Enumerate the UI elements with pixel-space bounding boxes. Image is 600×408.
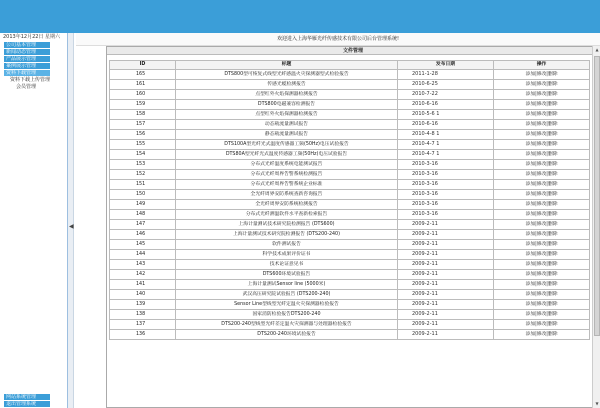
panel-title: 文件管理: [107, 47, 599, 55]
table-row: [110, 110, 590, 120]
menu-site-system[interactable]: 网站系统管理: [4, 394, 50, 401]
row-title: 武汉高压研究院试验报告 (DTS200-240): [176, 290, 398, 300]
row-title: 技术论证意见书: [176, 260, 398, 270]
row-date: 2009-2-11: [398, 220, 494, 230]
row-title: 分布式光纤温度系统电能测试报告: [176, 160, 398, 170]
row-id: 165: [110, 70, 176, 80]
current-date: 2013年12月22日 星期六: [3, 34, 61, 40]
table-header-row: [110, 61, 590, 70]
table-row: [110, 80, 590, 90]
col-header-date: 发布日期: [398, 61, 494, 70]
row-id: 156: [110, 130, 176, 140]
row-id: 159: [110, 100, 176, 110]
row-title: DTS80A型光纤光式温度传感器工频(50Hz)电压试验报告: [176, 150, 398, 160]
table-row: [110, 190, 590, 200]
row-title: DTS800电磁兼容检测报告: [176, 100, 398, 110]
scroll-up-icon[interactable]: ▲: [595, 47, 599, 52]
menu-downloads[interactable]: 资料下载管理: [4, 70, 50, 77]
row-id: 149: [110, 200, 176, 210]
menu-products[interactable]: 产品展示管理: [4, 56, 50, 63]
row-id: 154: [110, 150, 176, 160]
row-date: 2010-6-16: [398, 120, 494, 130]
scroll-thumb[interactable]: [594, 56, 600, 336]
row-actions[interactable]: 添加|修改|删除: [494, 100, 590, 110]
row-actions[interactable]: 添加|修改|删除: [494, 190, 590, 200]
row-date: 2009-2-11: [398, 230, 494, 240]
row-id: 138: [110, 310, 176, 320]
row-actions[interactable]: 添加|修改|删除: [494, 270, 590, 280]
row-actions[interactable]: 添加|修改|删除: [494, 70, 590, 80]
row-date: 2009-2-11: [398, 250, 494, 260]
table-row: [110, 130, 590, 140]
row-date: 2009-2-11: [398, 290, 494, 300]
row-id: 161: [110, 80, 176, 90]
row-id: 155: [110, 140, 176, 150]
row-actions[interactable]: 添加|修改|删除: [494, 250, 590, 260]
vertical-scrollbar[interactable]: [592, 46, 600, 408]
row-date: 2009-2-11: [398, 260, 494, 270]
submenu-upload[interactable]: 资料下载上传管理: [10, 77, 51, 83]
table-row: [110, 140, 590, 150]
row-id: 141: [110, 280, 176, 290]
row-actions[interactable]: 添加|修改|删除: [494, 220, 590, 230]
row-date: 2010-3-16: [398, 190, 494, 200]
table-row: [110, 330, 590, 340]
table-row: [110, 210, 590, 220]
row-actions[interactable]: 添加|修改|删除: [494, 290, 590, 300]
row-actions[interactable]: 添加|修改|删除: [494, 260, 590, 270]
row-date: 2009-2-11: [398, 300, 494, 310]
row-id: 160: [110, 90, 176, 100]
table-row: [110, 270, 590, 280]
row-id: 137: [110, 320, 176, 330]
row-actions[interactable]: 添加|修改|删除: [494, 120, 590, 130]
row-id: 148: [110, 210, 176, 220]
row-title: DTS600环境试验报告: [176, 270, 398, 280]
row-date: 2009-2-11: [398, 310, 494, 320]
row-title: 静态载流量测试报告: [176, 130, 398, 140]
row-id: 136: [110, 330, 176, 340]
row-date: 2009-2-11: [398, 330, 494, 340]
row-id: 153: [110, 160, 176, 170]
col-header-id: ID: [110, 61, 176, 70]
row-title: Sensor Line型线型光纤定温火灾探测器检验报告: [176, 300, 398, 310]
table-row: [110, 280, 590, 290]
row-actions[interactable]: 添加|修改|删除: [494, 210, 590, 220]
col-header-title: 标题: [176, 61, 398, 70]
menu-company-basic[interactable]: 公司基本管理: [4, 42, 50, 49]
row-date: 2010-3-16: [398, 200, 494, 210]
row-actions[interactable]: 添加|修改|删除: [494, 160, 590, 170]
collapse-arrow-icon[interactable]: ◀: [69, 223, 74, 230]
row-title: 分布式光纤周界告警系统检测报告: [176, 170, 398, 180]
row-title: 全光纤周界安防系统查新咨询报告: [176, 190, 398, 200]
main-content: [76, 33, 600, 408]
row-actions[interactable]: 添加|修改|删除: [494, 170, 590, 180]
top-banner: [0, 0, 600, 33]
row-actions[interactable]: 添加|修改|删除: [494, 90, 590, 100]
scroll-down-icon[interactable]: ▼: [595, 401, 599, 406]
row-actions[interactable]: 添加|修改|删除: [494, 150, 590, 160]
row-date: 2010-4-7 1: [398, 140, 494, 150]
row-title: 上海计量测试Sensor line (5000米): [176, 280, 398, 290]
row-title: 点型红外火焰探测器检测报告: [176, 110, 398, 120]
row-date: 2010-3-16: [398, 160, 494, 170]
table-row: [110, 240, 590, 250]
row-actions[interactable]: 添加|修改|删除: [494, 180, 590, 190]
table-row: [110, 120, 590, 130]
panel-inner: [107, 56, 599, 408]
row-actions[interactable]: 添加|修改|删除: [494, 110, 590, 120]
table-row: [110, 170, 590, 180]
menu-news[interactable]: 新闻动态管理: [4, 49, 50, 56]
row-date: 2009-2-11: [398, 240, 494, 250]
row-title: 科学技术成果评价证书: [176, 250, 398, 260]
table-row: [110, 310, 590, 320]
row-actions[interactable]: 添加|修改|删除: [494, 200, 590, 210]
table-row: [110, 320, 590, 330]
table-row: [110, 230, 590, 240]
table-body: [110, 70, 590, 340]
row-date: 2009-2-11: [398, 280, 494, 290]
sidebar-splitter[interactable]: [68, 33, 74, 408]
row-id: 142: [110, 270, 176, 280]
row-id: 147: [110, 220, 176, 230]
row-date: 2010-3-16: [398, 210, 494, 220]
row-date: 2010-3-16: [398, 180, 494, 190]
table-row: [110, 90, 590, 100]
bottom-menu: [0, 394, 68, 408]
welcome-message: 欢迎进入上海华雁光纤传感技术有限公司后台管理系统!: [76, 33, 600, 46]
row-id: 140: [110, 290, 176, 300]
table-row: [110, 220, 590, 230]
row-title: 软件测试报告: [176, 240, 398, 250]
row-id: 145: [110, 240, 176, 250]
row-actions[interactable]: 添加|修改|删除: [494, 140, 590, 150]
row-id: 151: [110, 180, 176, 190]
row-title: DTS100A型光纤光式温度传感器工频(50Hz)电压试验报告: [176, 140, 398, 150]
row-date: 2009-2-11: [398, 270, 494, 280]
row-date: 2010-4-8 1: [398, 130, 494, 140]
row-id: 152: [110, 170, 176, 180]
row-title: 分布式光纤测温软件水平查新检索报告: [176, 210, 398, 220]
row-actions[interactable]: 添加|修改|删除: [494, 230, 590, 240]
submenu-members[interactable]: 会员管理: [16, 84, 37, 90]
table-row: [110, 150, 590, 160]
menu-cases[interactable]: 案例展示管理: [4, 63, 50, 70]
row-id: 150: [110, 190, 176, 200]
table-row: [110, 100, 590, 110]
row-actions[interactable]: 添加|修改|删除: [494, 300, 590, 310]
row-id: 144: [110, 250, 176, 260]
row-date: 2010-4-7 1: [398, 150, 494, 160]
col-header-op: 操作: [494, 61, 590, 70]
left-sidebar: [0, 33, 68, 408]
table-row: [110, 200, 590, 210]
table-row: [110, 180, 590, 190]
table-row: [110, 300, 590, 310]
row-date: 2010-7-22: [398, 90, 494, 100]
row-actions[interactable]: 添加|修改|删除: [494, 330, 590, 340]
row-title: 传感光缆检测报告: [176, 80, 398, 90]
row-actions[interactable]: 添加|修改|删除: [494, 310, 590, 320]
row-date: 2010-6-16: [398, 100, 494, 110]
row-date: 2010-3-16: [398, 170, 494, 180]
row-id: 143: [110, 260, 176, 270]
row-title: 点型红外火焰探测器检测报告: [176, 90, 398, 100]
row-actions[interactable]: 添加|修改|删除: [494, 320, 590, 330]
table-row: [110, 70, 590, 80]
row-actions[interactable]: 添加|修改|删除: [494, 130, 590, 140]
file-management-panel: [106, 46, 600, 408]
row-id: 146: [110, 230, 176, 240]
row-title: 分布式光纤周界告警系统企业标准: [176, 180, 398, 190]
row-id: 139: [110, 300, 176, 310]
row-date: 2011-1-28: [398, 70, 494, 80]
menu-logout[interactable]: 退出管理系统: [4, 401, 50, 408]
row-id: 158: [110, 110, 176, 120]
row-id: 157: [110, 120, 176, 130]
row-actions[interactable]: 添加|修改|删除: [494, 280, 590, 290]
table-row: [110, 250, 590, 260]
file-table: [109, 60, 590, 340]
row-date: 2009-2-11: [398, 320, 494, 330]
row-date: 2010-6-25: [398, 80, 494, 90]
table-row: [110, 160, 590, 170]
row-title: 上海计量测试技术研究院检测报告 (DTS200-240): [176, 230, 398, 240]
row-title: 国家消防检验报告DTS200-240: [176, 310, 398, 320]
row-title: 上海计量测试技术研究院检测报告 (DTS600): [176, 220, 398, 230]
row-date: 2010-5-6 1: [398, 110, 494, 120]
row-actions[interactable]: 添加|修改|删除: [494, 80, 590, 90]
row-actions[interactable]: 添加|修改|删除: [494, 240, 590, 250]
downloads-submenu: [0, 77, 67, 91]
table-row: [110, 290, 590, 300]
table-row: [110, 260, 590, 270]
row-title: DTS200-240型线型光纤差定温火灾探测器与处理器检验报告: [176, 320, 398, 330]
row-title: 全光纤周界安防系统检测报告: [176, 200, 398, 210]
row-title: DTS200-240环境试验报告: [176, 330, 398, 340]
row-title: 动态载流量测试报告: [176, 120, 398, 130]
row-title: DTS800型可恢复式线型光纤感温火灾探测器型式检验报告: [176, 70, 398, 80]
